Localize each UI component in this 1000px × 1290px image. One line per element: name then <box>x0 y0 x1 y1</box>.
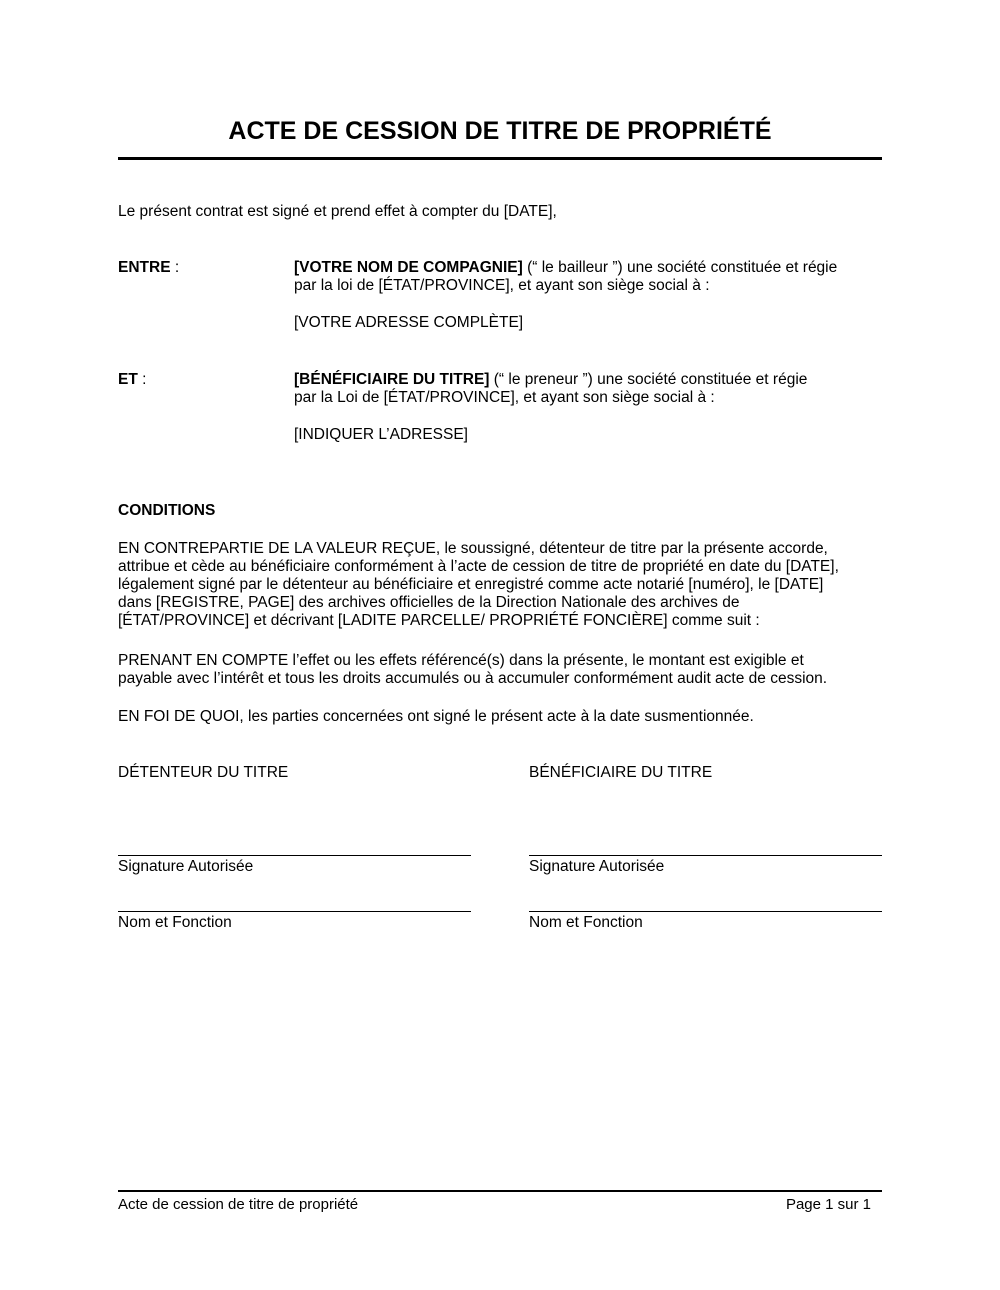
intro-text: Le présent contrat est signé et prend effet à compter du [DATE], <box>118 203 557 220</box>
name-title-label: Nom et Fonction <box>118 914 232 931</box>
party-description: [VOTRE NOM DE COMPAGNIE] (“ le bailleur ”) une société constituée et régie <box>294 259 838 276</box>
party-name: [VOTRE NOM DE COMPAGNIE] <box>294 259 523 276</box>
signature-label: Signature Autorisée <box>529 858 665 875</box>
signature-line[interactable] <box>118 855 471 856</box>
party-body <box>294 259 882 332</box>
party-label-suffix: : <box>170 259 180 276</box>
conditions-paragraph-2: PRENANT EN COMPTE l’effet ou les effets référencé(s) dans la présente, le montant est exigible et payable avec l’intérêt et tous les droits accumulés ou à accumuler conformément audit acte de cession. <box>118 652 828 687</box>
name-title-label: Nom et Fonction <box>529 914 643 931</box>
document-page <box>118 0 882 1290</box>
conditions-paragraph-1: EN CONTREPARTIE DE LA VALEUR REÇUE, le soussigné, détenteur de titre par la présente accorde, attribue et cède au bénéficiaire conformément à l’acte de cession de titre de propriété en date du [DATE], légalement signé par le détenteur au bénéficiaire et enregistré comme acte notarié [numéro], le [DATE] dans [REGISTRE, PAGE] des archives officielles de la Direction Nationale des archives de [ÉTAT/PROVINCE] et décrivant [LADITE PARCELLE/ PROPRIÉTÉ FONCIÈRE] comme suit : <box>118 540 839 629</box>
party-label-bold: ET <box>118 371 138 388</box>
party-description-line2: par la Loi de [ÉTAT/PROVINCE], et ayant son siège social à : <box>294 389 715 406</box>
party-label-bold: ENTRE <box>118 259 171 276</box>
document-title: ACTE DE CESSION DE TITRE DE PROPRIÉTÉ <box>228 117 772 145</box>
party-address: [INDIQUER L’ADRESSE] <box>294 426 468 443</box>
conditions-heading: CONDITIONS <box>118 502 216 519</box>
signature-line[interactable] <box>529 855 882 856</box>
party-label-suffix: : <box>137 371 147 388</box>
party-description-line2: par la loi de [ÉTAT/PROVINCE], et ayant son siège social à : <box>294 277 710 294</box>
footer-document-title: Acte de cession de titre de propriété <box>118 1196 359 1213</box>
party-body <box>294 371 882 444</box>
name-title-line[interactable] <box>529 911 882 912</box>
signature-heading: BÉNÉFICIAIRE DU TITRE <box>529 764 713 781</box>
conditions-paragraph-3: EN FOI DE QUOI, les parties concernées ont signé le présent acte à la date susmentionnée. <box>118 708 754 725</box>
signature-label: Signature Autorisée <box>118 858 254 875</box>
party-address: [VOTRE ADRESSE COMPLÈTE] <box>294 314 524 331</box>
party-label <box>118 259 179 277</box>
name-title-line[interactable] <box>118 911 471 912</box>
footer-divider <box>118 1190 882 1192</box>
party-label <box>118 371 146 389</box>
party-description: [BÉNÉFICIAIRE DU TITRE] (“ le preneur ”) une société constituée et régie <box>294 371 808 388</box>
title-divider <box>118 157 882 160</box>
party-name: [BÉNÉFICIAIRE DU TITRE] <box>294 371 490 388</box>
footer-page-number: Page 1 sur 1 <box>785 1196 871 1213</box>
signature-heading: DÉTENTEUR DU TITRE <box>118 764 289 781</box>
